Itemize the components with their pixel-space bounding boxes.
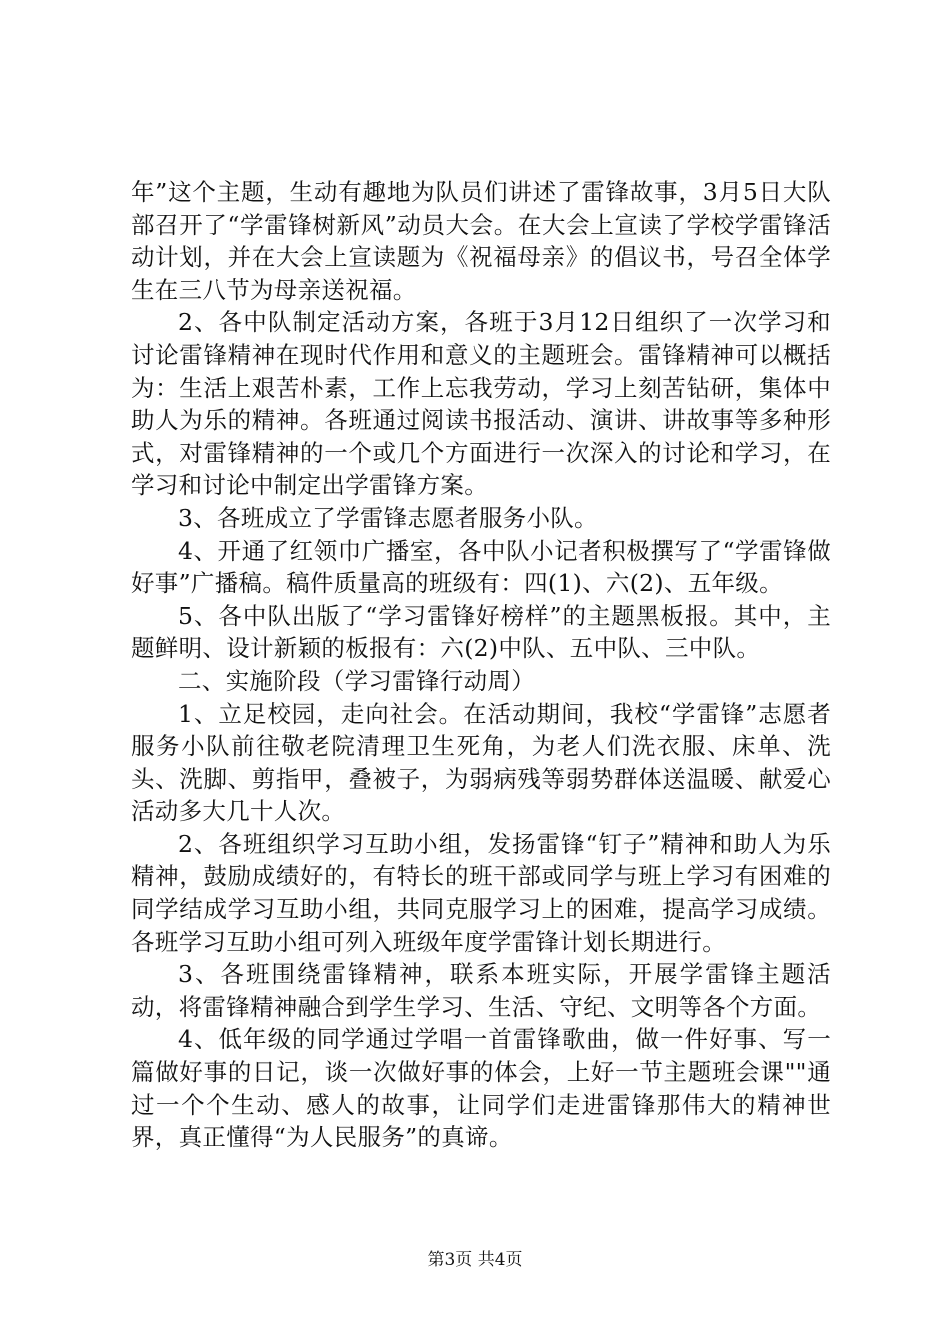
paragraph-impl-2-study-groups: 2、各班组织学习互助小组，发扬雷锋“钉子”精神和助人为乐精神，鼓励成绩好的，有特长的班干部或同学与班上学习有困难的同学结成学习互助小组，共同克服学习上的困难，提高学习成绩。各班学习互助小组可列入班级年度学雷锋计划长期进行。 — [131, 829, 831, 956]
paragraph-impl-1-campus: 1、立足校园，走向社会。在活动期间，我校“学雷锋”志愿者服务小队前往敬老院清理卫生死角，为老人们洗衣服、床单、洗头、洗脚、剪指甲，叠被子，为弱病残等弱势群体送温暖、献爱心活动多大几十人次。 — [131, 699, 831, 826]
paragraph-item-2-plan: 2、各中队制定活动方案，各班于3月12日组织了一次学习和讨论雷锋精神在现时代作用和意义的主题班会。雷锋精神可以概括为：生活上艰苦朴素，工作上忘我劳动，学习上刻苦钻研，集体中助人为乐的精神。各班通过阅读书报活动、演讲、讲故事等多种形式，对雷锋精神的一个或几个方面进行一次深入的讨论和学习，在学习和讨论中制定出学雷锋方案。 — [131, 308, 831, 500]
paragraph-item-5-blackboard: 5、各中队出版了“学习雷锋好榜样”的主题黑板报。其中，主题鲜明、设计新颖的板报有：六(2)中队、五中队、三中队。 — [131, 601, 831, 663]
paragraph-item-4-broadcast: 4、开通了红领巾广播室，各中队小记者积极撰写了“学雷锋做好事”广播稿。稿件质量高的班级有：四(1)、六(2)、五年级。 — [131, 536, 831, 598]
paragraph-impl-3-theme-activities: 3、各班围绕雷锋精神，联系本班实际，开展学雷锋主题活动，将雷锋精神融合到学生学习、生活、守纪、文明等各个方面。 — [131, 960, 831, 1021]
section-heading-implementation: 二、实施阶段（学习雷锋行动周） — [178, 666, 535, 695]
paragraph-item-3-volunteer: 3、各班成立了学雷锋志愿者服务小队。 — [178, 503, 598, 532]
document-body — [131, 176, 831, 1154]
page-footer: 第3页 共4页 — [427, 1250, 523, 1270]
paragraph-impl-4-lower-grades: 4、低年级的同学通过学唱一首雷锋歌曲，做一件好事、写一篇做好事的日记，谈一次做好事的体会，上好一节主题班会课""通过一个个生动、感人的故事，让同学们走进雷锋那伟大的精神世界，真正懂得“为人民服务”的真谛。 — [131, 1025, 831, 1152]
paragraph-continued: 年”这个主题，生动有趣地为队员们讲述了雷锋故事，3月5日大队部召开了“学雷锋树新风”动员大会。在大会上宣读了学校学雷锋活动计划，并在大会上宣读题为《祝福母亲》的倡议书，号召全体学生在三八节为母亲送祝福。 — [131, 178, 831, 304]
